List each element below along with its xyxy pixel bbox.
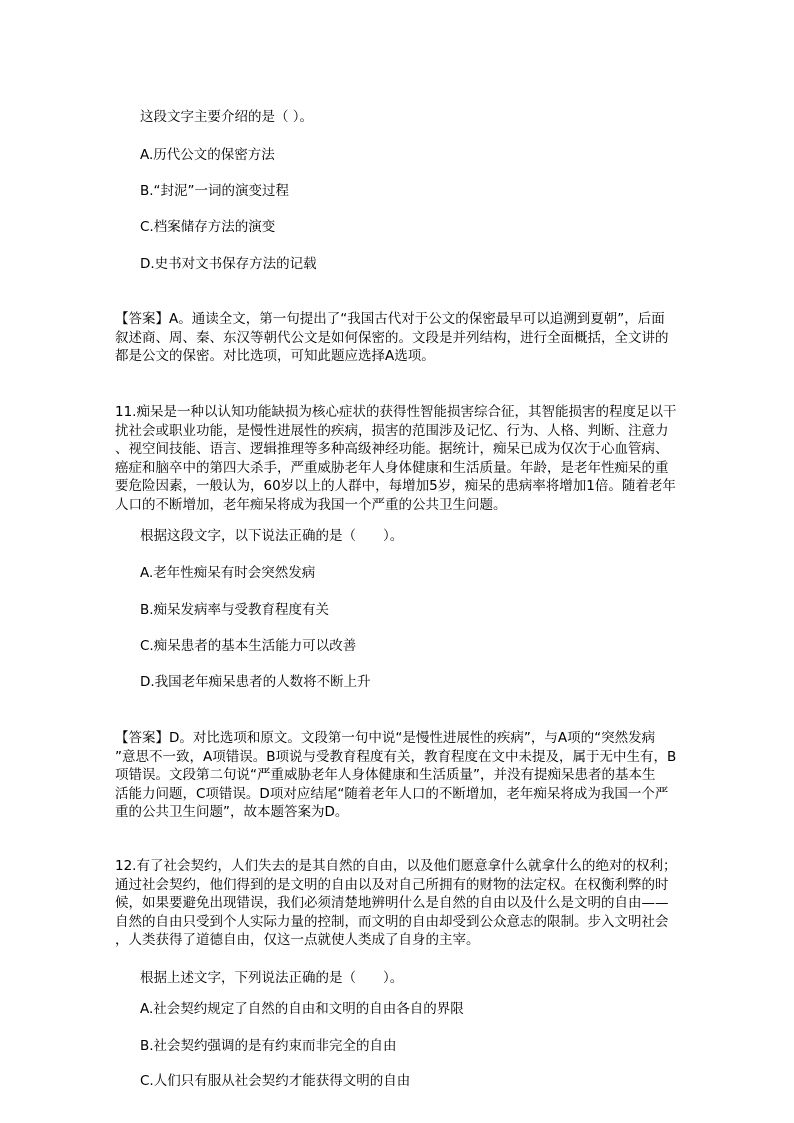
q11-answer <box>115 729 695 822</box>
answer-line: 重的公共卫生问题”，故本题答案为D。 <box>115 804 349 821</box>
answer-line: 活能力问题，C项错误。D项对应结尾“随着老年人口的不断增加，老年痴呆将成为我国一个严 <box>115 785 669 802</box>
answer-line: 都是公文的保密。对比选项，可知此题应选择A选项。 <box>115 348 435 365</box>
q12-stem: 根据上述文字，下列说法正确的是（ ）。 <box>140 970 404 986</box>
answer-line: ”意思不一致，A项错误。B项说与受教育程度有关，教育程度在文中未提及，属于无中生有，B <box>115 748 677 765</box>
passage-line: 通过社会契约，他们得到的是文明的自由以及对自己所拥有的财物的法定权。在权衡利弊的时 <box>115 876 669 893</box>
passage-line: 12.有了社会契约，人们失去的是其自然的自由，以及他们愿意拿什么就拿什么的绝对的权利； <box>115 858 677 874</box>
passage-line: 、视空间技能、语言、逻辑推理等多种高级神经功能。据统计，痴呆已成为仅次于心血管病、 <box>115 441 669 458</box>
q11-option-a: A.老年性痴呆有时会突然发病 <box>140 565 316 581</box>
passage-line: 癌症和脑卒中的第四大杀手，严重威胁老年人身体健康和生活质量。年龄，是老年性痴呆的重 <box>115 459 669 476</box>
passage-line: 候，如果要避免出现错误，我们必须清楚地辨明什么是自然的自由以及什么是文明的自由—— <box>115 895 669 912</box>
q10-option-a: A.历代公文的保密方法 <box>140 147 275 163</box>
answer-line: 叙述商、周、秦、东汉等朝代公文是如何保密的。文段是并列结构，进行全面概括，全文讲的 <box>115 329 669 346</box>
q12-option-a: A.社会契约规定了自然的自由和文明的自由各自的界限 <box>140 1001 464 1017</box>
answer-line: 项错误。文段第二句说“严重威胁老年人身体健康和生活质量”，并没有提痴呆患者的基本生 <box>115 767 656 784</box>
q11-option-b: B.痴呆发病率与受教育程度有关 <box>140 602 330 618</box>
q10-stem: 这段文字主要介绍的是（ ）。 <box>140 109 314 125</box>
q10-option-d: D.史书对文书保存方法的记载 <box>140 256 317 272</box>
q10-option-c: C.档案储存方法的演变 <box>140 219 276 235</box>
passage-line: 要危险因素，一般认为，60岁以上的人群中，每增加5岁，痴呆的患病率将增加1倍。随着老年 <box>115 478 676 495</box>
q11-stem: 根据这段文字，以下说法正确的是（ ）。 <box>140 528 404 544</box>
passage-line: 自然的自由只受到个人实际力量的控制，而文明的自由却受到公众意志的限制。步入文明社会 <box>115 913 669 930</box>
q12-passage <box>115 857 695 950</box>
answer-line: 【答案】A。通读全文，第一句提出了“我国古代对于公文的保密最早可以追溯到夏朝”，后面 <box>115 311 665 327</box>
q12-option-b: B.社会契约强调的是有约束而非完全的自由 <box>140 1038 397 1054</box>
passage-line: 扰社会或职业功能，是慢性进展性的疾病，损害的范围涉及记忆、行为、人格、判断、注意力 <box>115 422 669 439</box>
passage-line: 11.痴呆是一种以认知功能缺损为核心症状的获得性智能损害综合征，其智能损害的程度足以干 <box>115 404 677 420</box>
q10-option-b: B.“封泥”一词的演变过程 <box>140 183 290 199</box>
passage-line: 人口的不断增加，老年痴呆将成为我国一个严重的公共卫生问题。 <box>115 496 507 513</box>
q11-passage <box>115 403 695 515</box>
answer-line: 【答案】D。对比选项和原文。文段第一句中说“是慢性进展性的疾病”，与A项的“突然发病 <box>115 730 656 746</box>
passage-line: ，人类获得了道德自由，仅这一点就使人类成了自身的主宰。 <box>115 932 480 949</box>
q11-option-c: C.痴呆患者的基本生活能力可以改善 <box>140 638 357 654</box>
q11-option-d: D.我国老年痴呆患者的人数将不断上升 <box>140 674 371 690</box>
q10-answer <box>115 310 695 366</box>
q12-option-c: C.人们只有服从社会契约才能获得文明的自由 <box>140 1073 411 1089</box>
